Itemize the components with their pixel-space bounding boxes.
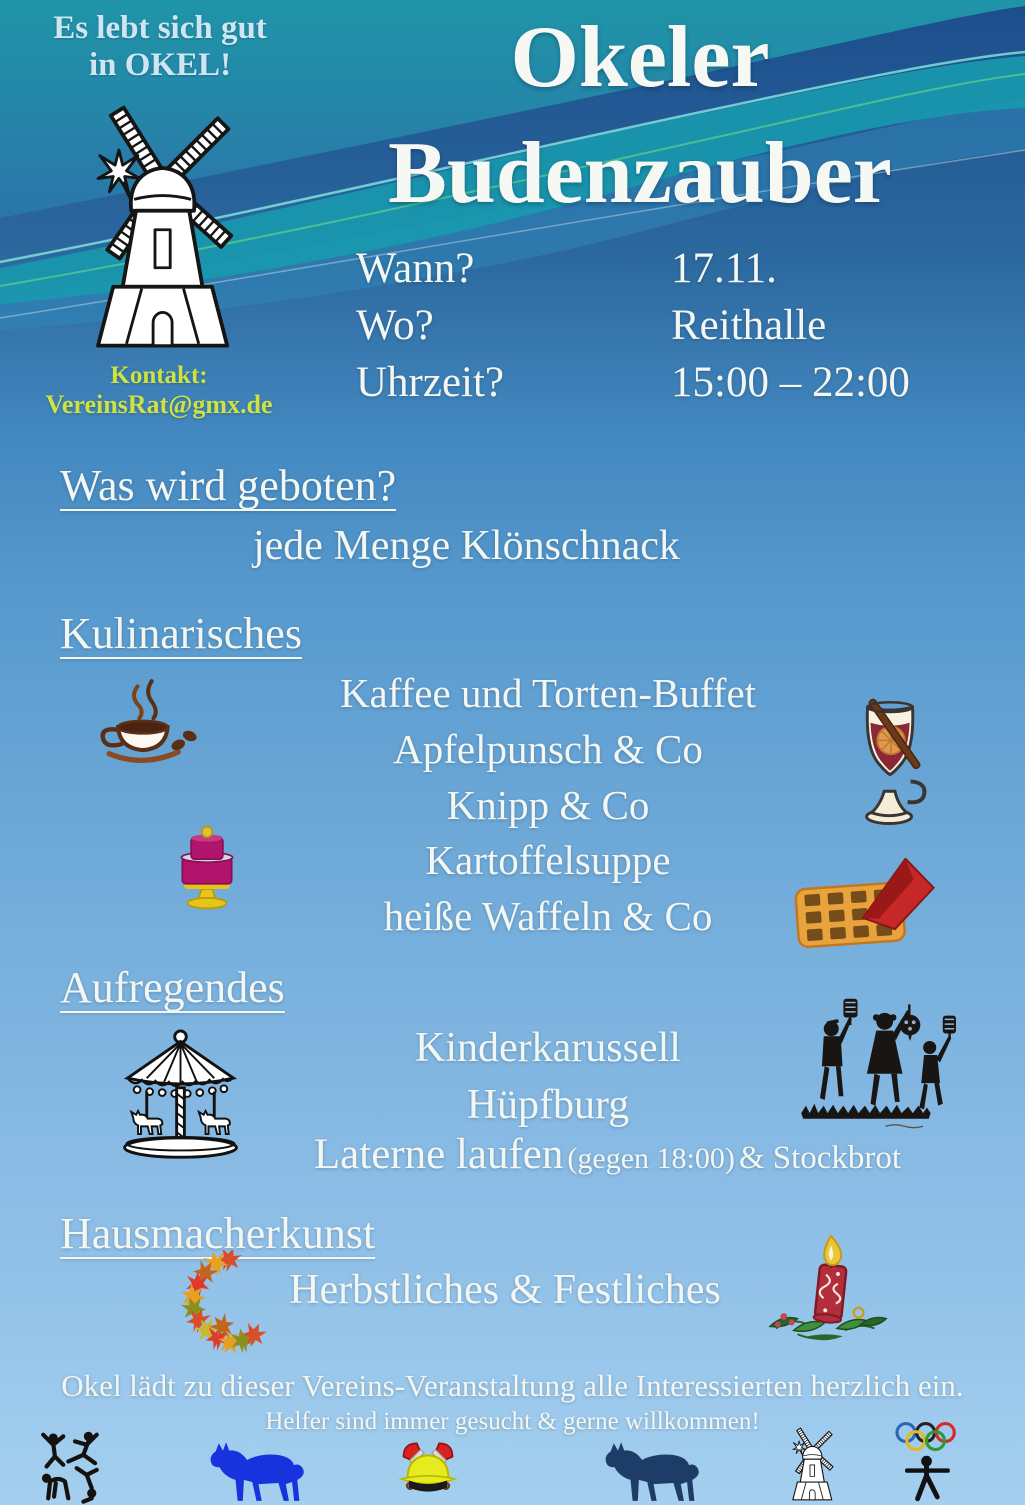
detail-value: 17.11. xyxy=(671,245,777,292)
list-item: heiße Waffeln & Co xyxy=(383,893,713,939)
list-item: Apfelpunsch & Co xyxy=(393,725,703,772)
detail-value: Reithalle xyxy=(671,302,827,350)
punch-glass-icon xyxy=(848,688,936,828)
coffee-cup-icon xyxy=(88,672,203,777)
acrobats-icon xyxy=(25,1428,125,1505)
section-heading-hausmacherkunst: Hausmacherkunst xyxy=(60,1209,376,1258)
windmill-small-icon xyxy=(768,1422,852,1505)
list-item: Knipp & Co xyxy=(446,781,650,828)
footer-helpers: Helfer sind immer gesucht & gerne willkommen! xyxy=(265,1408,760,1435)
olympic-rings-athlete-icon xyxy=(888,1420,974,1505)
laterne-note: (gegen 18:00) xyxy=(567,1142,735,1175)
detail-row-uhrzeit xyxy=(356,354,976,411)
waffle-icon xyxy=(793,858,938,950)
contact-block xyxy=(28,362,290,420)
aufregendes-list xyxy=(248,1020,848,1134)
blue-horse-icon xyxy=(205,1438,310,1505)
list-item: Kartoffelsuppe xyxy=(425,837,671,884)
laterne-main: Laterne laufen xyxy=(313,1131,564,1178)
detail-label: Wo? xyxy=(356,302,434,350)
detail-value: 15:00 – 22:00 xyxy=(671,359,910,407)
lantern-children-icon xyxy=(795,995,965,1145)
carousel-icon xyxy=(108,1028,253,1163)
list-item: Kaffee und Torten-Buffet xyxy=(339,670,757,716)
intro-item: jede Menge Klönschnack xyxy=(253,523,680,569)
autumn-leaves-icon xyxy=(168,1250,273,1355)
footer-invitation: Okel lädt zu dieser Vereins-Veranstaltung alle Interessierten herzlich ein. xyxy=(61,1368,964,1403)
page-title xyxy=(330,9,950,223)
fire-helmet-axes-icon xyxy=(380,1430,476,1505)
section-heading-aufregendes: Aufregendes xyxy=(60,963,285,1012)
list-item: Hüpfburg xyxy=(466,1082,630,1129)
cake-icon xyxy=(163,810,251,910)
contact-label: Kontakt: xyxy=(110,362,208,389)
slogan-line2: in OKEL! xyxy=(88,46,232,83)
section-heading-kulinarisches: Kulinarisches xyxy=(60,609,302,658)
event-details xyxy=(356,240,976,412)
navy-horse-icon xyxy=(600,1438,705,1505)
candle-icon xyxy=(768,1233,896,1348)
detail-row-wann xyxy=(356,240,976,297)
hausmacherkunst-item: Herbstliches & Festliches xyxy=(289,1267,721,1313)
laterne-suffix: & Stockbrot xyxy=(738,1140,902,1176)
kulinarisches-list xyxy=(248,666,848,945)
list-item: Kinderkarussell xyxy=(415,1025,681,1071)
slogan-badge xyxy=(30,10,290,84)
title-line1: Okeler xyxy=(510,9,770,106)
detail-row-wo xyxy=(356,297,976,354)
slogan-line1: Es lebt sich gut xyxy=(53,10,267,46)
title-line2: Budenzauber xyxy=(388,125,892,223)
detail-label: Uhrzeit? xyxy=(356,359,505,407)
detail-label: Wann? xyxy=(356,245,475,292)
windmill-icon xyxy=(60,80,250,370)
contact-email: VereinsRat@gmx.de xyxy=(45,390,273,419)
section-heading-was-wird-geboten: Was wird geboten? xyxy=(60,461,397,510)
